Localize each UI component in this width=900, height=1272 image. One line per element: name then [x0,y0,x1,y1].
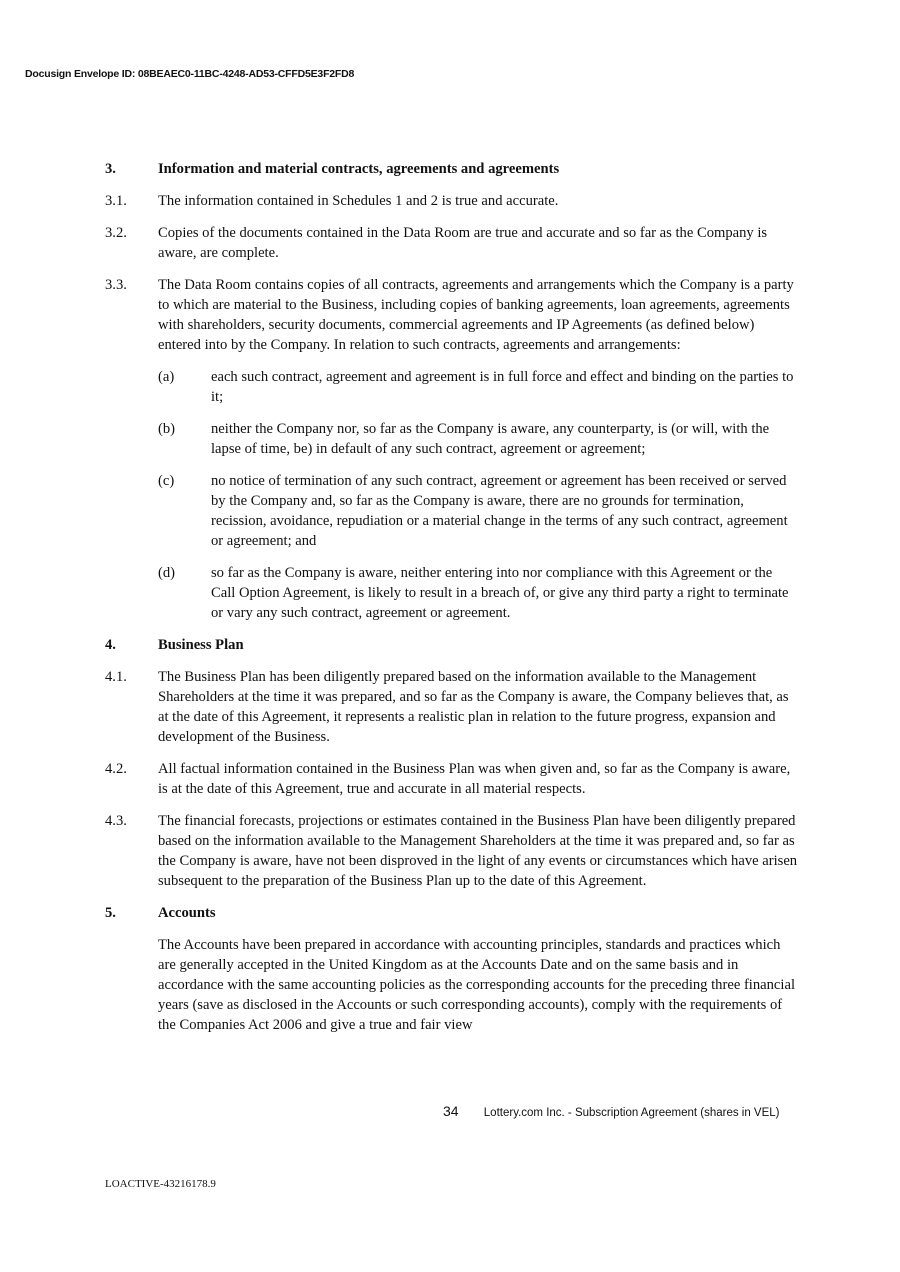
clause-number: 4.3. [105,813,127,829]
clause-number: 3.3. [105,277,127,293]
document-reference: LOACTIVE-43216178.9 [105,1178,216,1190]
section-number: 5. [105,905,116,921]
section-title: Accounts [158,905,216,921]
subclause-d [158,563,800,623]
clause-4-3 [105,811,800,891]
section-heading-4 [105,635,800,655]
clause-text: All factual information contained in the Business Plan was when given and, so far as the Company is aware, is at the date of this Agreement, true and accurate in all material respects. [158,761,791,797]
subclause-text: so far as the Company is aware, neither entering into nor compliance with this Agreement or the Call Option Agreement, is likely to result in a breach of, or give any third party a right to terminate or vary any such contract, agreement or agreement. [211,565,789,621]
section-title: Information and material contracts, agreements and agreements [158,161,560,177]
section-heading-3 [105,159,800,179]
subclause-text: neither the Company nor, so far as the Company is aware, any counterparty, is (or will, with the lapse of time, be) in default of any such contract, agreement or agreement; [211,421,770,457]
section-number: 3. [105,161,116,177]
subclause-a [158,367,800,407]
subclause-b [158,419,800,459]
envelope-id: Docusign Envelope ID: 08BEAEC0-11BC-4248-AD53-CFFD5E3F2FD8 [25,68,355,80]
page-footer [443,1103,780,1119]
subclause-text: each such contract, agreement and agreement is in full force and effect and binding on the parties to it; [211,369,794,405]
subclause-c [158,471,800,551]
clause-4-1 [105,667,800,747]
section-title: Business Plan [158,637,244,653]
clause-text: The Data Room contains copies of all contracts, agreements and arrangements which the Company is a party to which are material to the Business, including copies of banking agreements, loan agreements, agreements with shareholders, security documents, commercial agreements and IP Agreements (as defined below) entered into by the Company. In relation to such contracts, agreements and arrangements: [158,277,794,353]
section-heading-5 [105,903,800,923]
page-number: 34 [443,1103,459,1119]
subclause-number: (a) [158,369,175,385]
clause-3-2 [105,223,800,263]
document-body [105,159,800,1047]
footer-title: Lottery.com Inc. - Subscription Agreement (shares in VEL) [483,1107,780,1119]
accounts-paragraph: The Accounts have been prepared in accordance with accounting principles, standards and practices which are generally accepted in the United Kingdom as at the Accounts Date and on the same basis and in accordance with the same accounting policies as the corresponding accounts for the preceding three financial years (save as disclosed in the Accounts or such corresponding accounts), comply with the requirements of the Companies Act 2006 and give a true and fair view [158,937,795,1033]
clause-text: The Business Plan has been diligently prepared based on the information available to the Management Shareholders at the time it was prepared, and so far as the Company is aware, the Company believes that, as at the date of this Agreement, it represents a realistic plan in relation to the future progress, expansion and development of the Business. [158,669,789,745]
section-number: 4. [105,637,116,653]
clause-text: Copies of the documents contained in the Data Room are true and accurate and so far as the Company is aware, are complete. [158,225,768,261]
clause-3-1 [105,191,800,211]
clause-number: 3.2. [105,225,127,241]
clause-text: The information contained in Schedules 1 and 2 is true and accurate. [158,193,559,209]
clause-number: 4.1. [105,669,127,685]
clause-number: 3.1. [105,193,127,209]
subclause-number: (b) [158,421,176,437]
clause-3-3 [105,275,800,355]
clause-4-2 [105,759,800,799]
clause-number: 4.2. [105,761,127,777]
subclause-number: (c) [158,473,175,489]
clause-text: The financial forecasts, projections or estimates contained in the Business Plan have been diligently prepared based on the information available to the Management Shareholders at the time it was prepared and, so far as the Company is aware, have not been disproved in the light of any events or circumstances which have arisen subsequent to the preparation of the Business Plan up to the date of this Agreement. [158,813,798,889]
subclause-number: (d) [158,565,176,581]
subclause-text: no notice of termination of any such contract, agreement or agreement has been received or served by the Company and, so far as the Company is aware, there are no grounds for termination, recission, avoidance, repudiation or a material change in the terms of any such contract, agreement or agreement; and [211,473,788,549]
